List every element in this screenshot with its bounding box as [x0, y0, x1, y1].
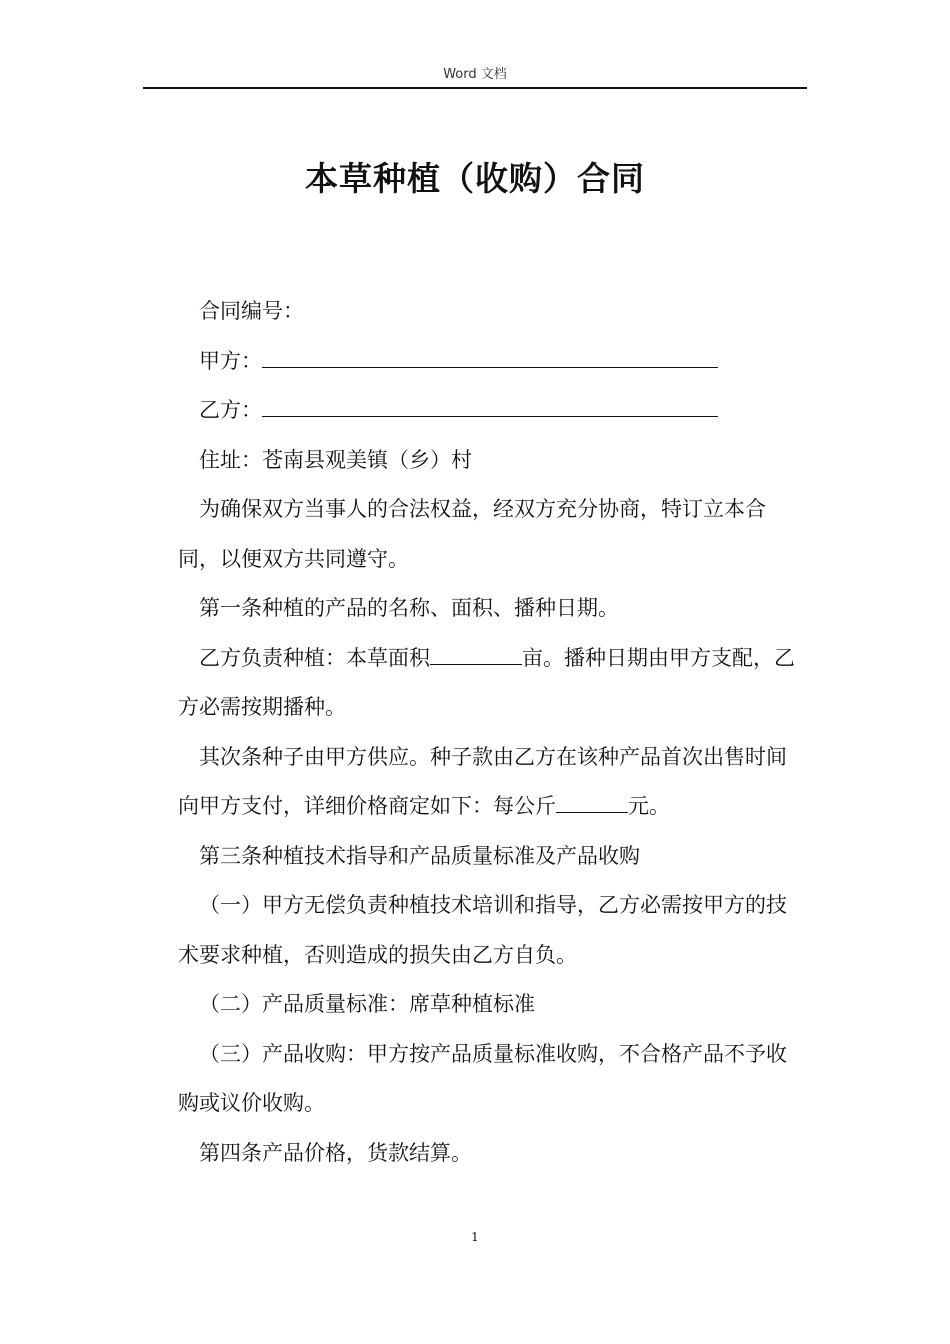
- article-3-item-1: （一）甲方无偿负责种植技术培训和指导，乙方必需按甲方的技术要求种植，否则造成的损失由乙方自负。: [178, 893, 787, 967]
- page-header: Word 文档: [443, 67, 507, 82]
- address-line: 住址：苍南县观美镇（乡）村: [199, 447, 472, 472]
- party-b-blank: [262, 396, 718, 417]
- document-title: 本草种植（收购）合同: [305, 159, 645, 198]
- article-2-paragraph: [178, 733, 804, 832]
- intro-paragraph: 为确保双方当事人的合法权益，经双方充分协商，特订立本合同，以便双方共同遵守。: [178, 497, 766, 571]
- party-b-label: 乙方：: [199, 398, 262, 422]
- article-1-paragraph: [178, 634, 804, 733]
- party-a-blank: [262, 347, 718, 368]
- contract-number-line: [178, 287, 804, 337]
- price-blank: [556, 792, 628, 813]
- party-b-line: [178, 386, 804, 436]
- header-divider: [143, 87, 807, 89]
- party-a-line: [178, 337, 804, 387]
- article-3-item-3: （三）产品收购：甲方按产品质量标准收购，不合格产品不予收购或议价收购。: [178, 1041, 787, 1115]
- article-1-text-after: 亩。播种日期由甲方支配，乙方必需按期播种。: [178, 645, 795, 719]
- article-3-heading: 第三条种植技术指导和产品质量标准及产品收购: [199, 843, 640, 868]
- area-blank: [430, 644, 522, 665]
- article-1-text-before: 乙方负责种植：本草面积: [199, 645, 430, 670]
- contract-number-label: 合同编号：: [199, 299, 304, 323]
- page-number: 1: [471, 1230, 479, 1244]
- article-2-text-after: 元。: [628, 794, 670, 818]
- article-1-heading: 第一条种植的产品的名称、面积、播种日期。: [199, 596, 619, 620]
- article-3-item-2: （二）产品质量标准：席草种植标准: [199, 992, 535, 1016]
- article-4-heading: 第四条产品价格，货款结算。: [199, 1140, 472, 1165]
- document-body: [178, 287, 804, 1178]
- party-a-label: 甲方：: [199, 348, 262, 373]
- article-2-text-before: 其次条种子由甲方供应。种子款由乙方在该种产品首次出售时间向甲方支付，详细价格商定如下：每公斤: [178, 744, 787, 818]
